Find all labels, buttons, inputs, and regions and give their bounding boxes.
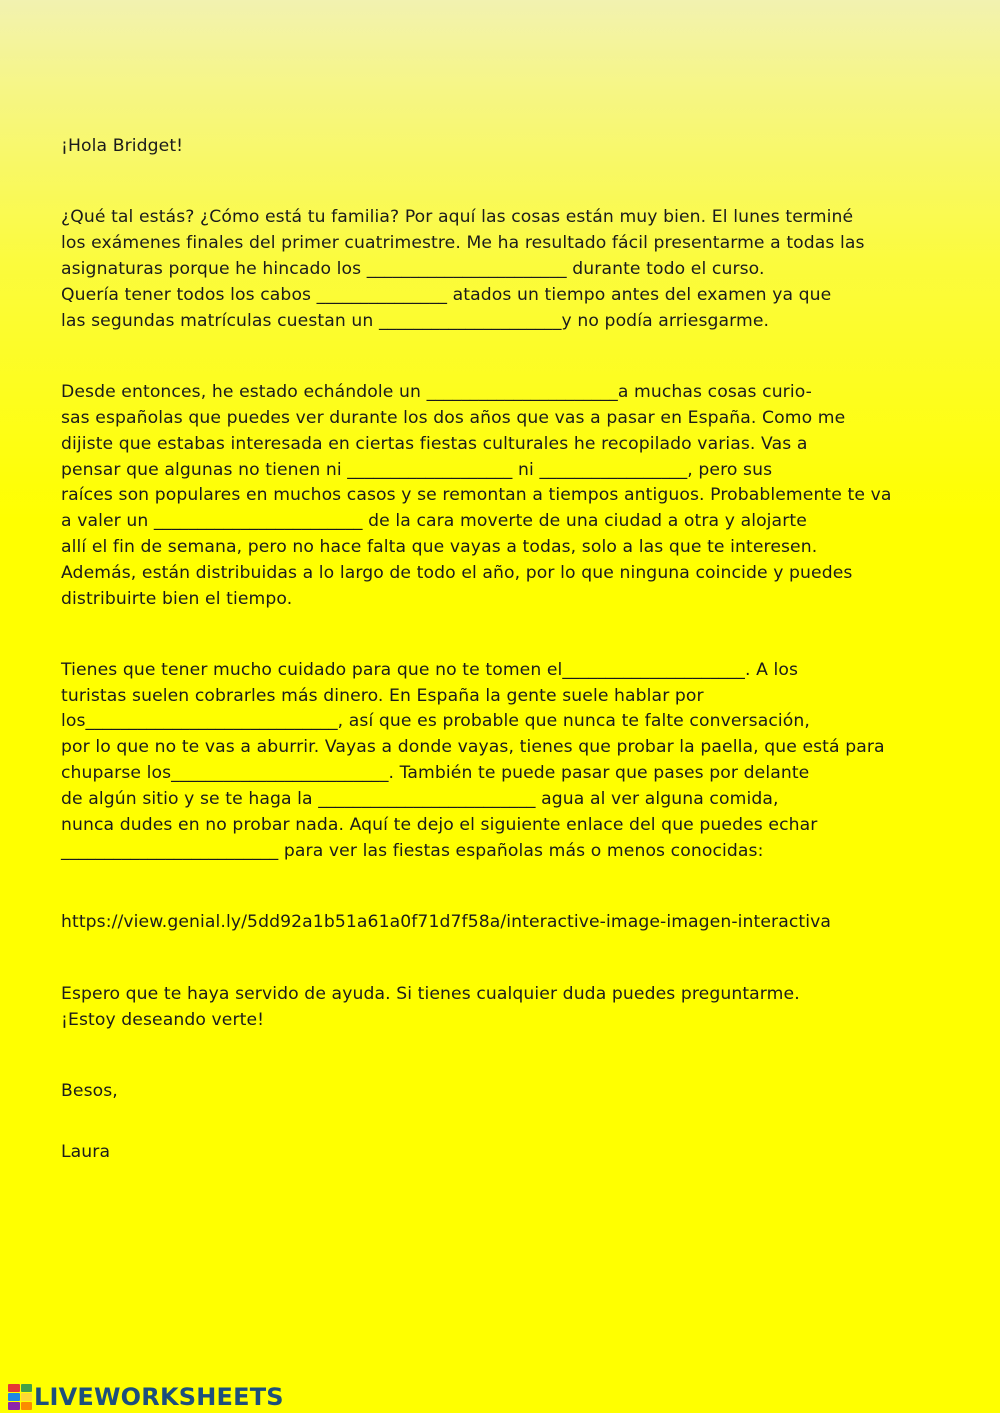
paragraph-line: chuparse los_________________________. También te puede pasar que pases por delante: [61, 763, 810, 783]
paragraph-line: distribuirte bien el tiempo.: [61, 589, 293, 609]
paragraph-line: allí el fin de semana, pero no hace falta que vayas a todas, solo a las que te interesen.: [61, 537, 818, 557]
paragraph-line: ¡Estoy deseando verte!: [61, 1010, 265, 1030]
logo-block: [21, 1402, 33, 1410]
paragraph-line: sas españolas que puedes ver durante los dos años que vas a pasar en España. Como me: [61, 408, 846, 428]
paragraph-line: nunca dudes en no probar nada. Aquí te dejo el siguiente enlace del que puedes echar: [61, 815, 818, 835]
logo-block: [21, 1393, 33, 1401]
paragraph-line: ¿Qué tal estás? ¿Cómo está tu familia? Por aquí las cosas están muy bien. El lunes terminé: [61, 207, 854, 227]
genially-link: https://view.genial.ly/5dd92a1b51a61a0f71d7f58a/interactive-image-imagen-interactiva: [61, 912, 831, 932]
paragraph-line: las segundas matrículas cuestan un _____________________y no podía arriesgarme.: [61, 311, 770, 331]
signature: Laura: [61, 1142, 111, 1162]
paragraph-line: a valer un ________________________ de la cara moverte de una ciudad a otra y alojarte: [61, 511, 807, 531]
paragraph-line: dijiste que estabas interesada en ciertas fiestas culturales he recopilado varias. Vas a: [61, 434, 808, 454]
paragraph-line: Además, están distribuidas a lo largo de todo el año, por lo que ninguna coincide y puedes: [61, 563, 853, 583]
liveworksheets-logo-text: LIVEWORKSHEETS: [34, 1383, 284, 1411]
paragraph-line: turistas suelen cobrarles más dinero. En España la gente suele hablar por: [61, 686, 704, 706]
paragraph-line: Espero que te haya servido de ayuda. Si tienes cualquier duda puedes preguntarme.: [61, 984, 800, 1004]
paragraph-line: los_____________________________, así que es probable que nunca te falte conversación,: [61, 711, 810, 731]
paragraph-line: Desde entonces, he estado echándole un ______________________a muchas cosas curio-: [61, 382, 812, 402]
logo-block: [8, 1402, 20, 1410]
paragraph-line: _________________________ para ver las fiestas españolas más o menos conocidas:: [61, 841, 764, 861]
logo-block: [8, 1384, 20, 1392]
liveworksheets-logo[interactable]: [8, 1381, 284, 1413]
logo-block: [8, 1393, 20, 1401]
closing: Besos,: [61, 1081, 118, 1101]
paragraph-line: de algún sitio y se te haga la _________________________ agua al ver alguna comida,: [61, 789, 779, 809]
liveworksheets-logo-icon: [8, 1384, 32, 1410]
paragraph-line: asignaturas porque he hincado los _______________________ durante todo el curso.: [61, 259, 765, 279]
paragraph-line: Quería tener todos los cabos _______________ atados un tiempo antes del examen ya que: [61, 285, 832, 305]
paragraph-line: los exámenes finales del primer cuatrimestre. Me ha resultado fácil presentarme a todas las: [61, 233, 865, 253]
paragraph-line: pensar que algunas no tienen ni ___________________ ni _________________, pero sus: [61, 460, 773, 480]
greeting: ¡Hola Bridget!: [61, 136, 184, 156]
paragraph-line: por lo que no te vas a aburrir. Vayas a donde vayas, tienes que probar la paella, que está para: [61, 737, 885, 757]
paragraph-line: raíces son populares en muchos casos y se remontan a tiempos antiguos. Probablemente te va: [61, 485, 892, 505]
logo-block: [21, 1384, 33, 1392]
paragraph-line: Tienes que tener mucho cuidado para que no te tomen el_____________________. A los: [61, 660, 799, 680]
